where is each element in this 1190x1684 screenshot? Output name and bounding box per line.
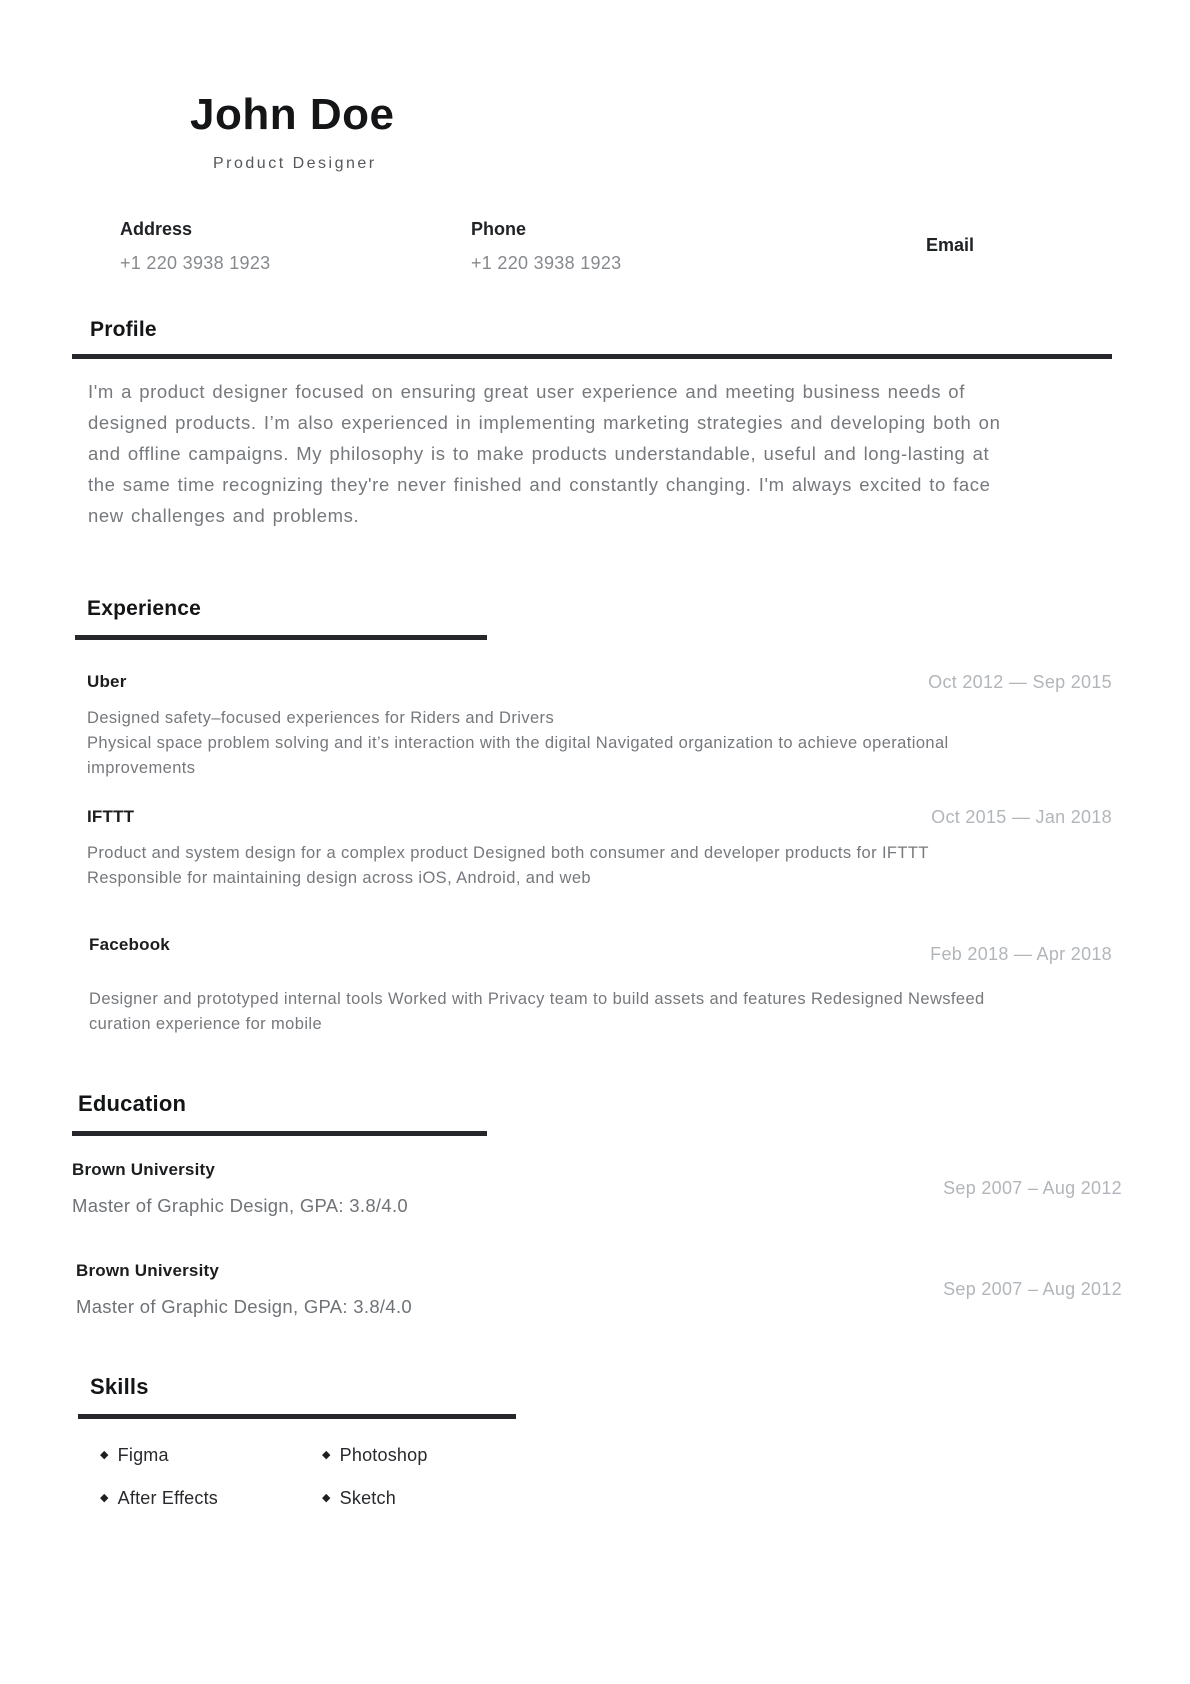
phone-label: Phone: [471, 218, 527, 239]
education-section: [72, 1090, 1122, 1318]
school-name: Brown University: [76, 1260, 220, 1280]
experience-heading: Experience: [87, 596, 202, 620]
skills-section: [72, 1374, 1112, 1509]
address-label: Address: [120, 218, 193, 239]
experience-entry-head: [87, 807, 1112, 828]
diamond-icon: ◆: [322, 1491, 331, 1504]
phone-value: +1 220 3938 1923: [471, 252, 622, 273]
experience-section: [72, 597, 1112, 1037]
skill-item: [100, 1445, 322, 1466]
profile-text: I'm a product designer focused on ensuring great user experience and meeting business needs of designed products. I’m also experienced in implementing marketing strategies and developing both on and offline campaigns. My philosophy is to make products understandable, useful and long-lasting at the same time recognizing they're never finished and constantly changing. I'm always excited to face new challenges and problems.: [88, 380, 1001, 526]
degree: Master of Graphic Design, GPA: 3.8/4.0: [76, 1295, 412, 1317]
contact-address: [120, 219, 380, 274]
company-name: Facebook: [89, 934, 170, 954]
experience-entry-head: [89, 935, 1112, 965]
skills-heading: Skills: [90, 1373, 149, 1399]
address-value: +1 220 3938 1923: [120, 252, 271, 273]
skill-item: [100, 1488, 322, 1509]
date-range: Oct 2015 — Jan 2018: [931, 806, 1112, 827]
education-entry-main: [72, 1160, 408, 1217]
experience-divider: [75, 635, 487, 640]
skill-item: [322, 1488, 428, 1509]
email-label: Email: [926, 234, 975, 255]
diamond-icon: ◆: [100, 1448, 109, 1461]
description-line: Designed safety–focused experiences for Riders and Drivers: [87, 708, 555, 727]
experience-entry: [72, 672, 1112, 781]
education-entry: [72, 1260, 1122, 1318]
person-name: John Doe: [190, 90, 395, 139]
company-name: Uber: [87, 671, 127, 691]
skill-label: After Effects: [117, 1487, 218, 1508]
company-name: IFTTT: [87, 806, 135, 826]
experience-entry: [72, 935, 1112, 1037]
experience-entry-head: [87, 672, 1112, 693]
contact-row: [72, 219, 1112, 274]
description-line: Responsible for maintaining design across iOS, Android, and web: [87, 868, 591, 887]
date-range: Sep 2007 – Aug 2012: [943, 1278, 1122, 1299]
school-name: Brown University: [72, 1159, 216, 1179]
contact-email: [926, 219, 974, 256]
date-range: Feb 2018 — Apr 2018: [930, 943, 1112, 964]
header: [72, 0, 1112, 274]
skill-item: [322, 1445, 428, 1466]
degree: Master of Graphic Design, GPA: 3.8/4.0: [72, 1194, 408, 1216]
education-entry-main: [76, 1261, 412, 1318]
skill-label: Photoshop: [339, 1444, 428, 1465]
skills-divider: [78, 1414, 516, 1419]
diamond-icon: ◆: [322, 1448, 331, 1461]
diamond-icon: ◆: [100, 1491, 109, 1504]
education-entry: [72, 1159, 1122, 1217]
job-title: Product Designer: [213, 154, 377, 172]
experience-entry: [72, 807, 1112, 891]
skill-label: Sketch: [339, 1487, 396, 1508]
profile-heading: Profile: [90, 317, 157, 341]
description-line: Physical space problem solving and it’s interaction with the digital Navigated organization to achieve operational improvements: [87, 733, 949, 777]
description-line: Designer and prototyped internal tools Worked with Privacy team to build assets and features Redesigned Newsfeed curation experience for mobile: [89, 989, 985, 1033]
experience-description: [87, 706, 1047, 781]
date-range: Oct 2012 — Sep 2015: [928, 671, 1112, 692]
experience-description: [89, 987, 1049, 1037]
education-heading: Education: [78, 1090, 187, 1116]
description-line: Product and system design for a complex product Designed both consumer and developer products for IFTTT: [87, 843, 929, 862]
profile-section: [72, 318, 1112, 531]
skills-list: [100, 1445, 1112, 1509]
education-divider: [72, 1131, 487, 1136]
skill-label: Figma: [117, 1444, 169, 1465]
contact-phone: [471, 219, 731, 274]
date-range: Sep 2007 – Aug 2012: [943, 1177, 1122, 1198]
experience-description: [87, 841, 1047, 891]
profile-divider: [72, 354, 1112, 359]
